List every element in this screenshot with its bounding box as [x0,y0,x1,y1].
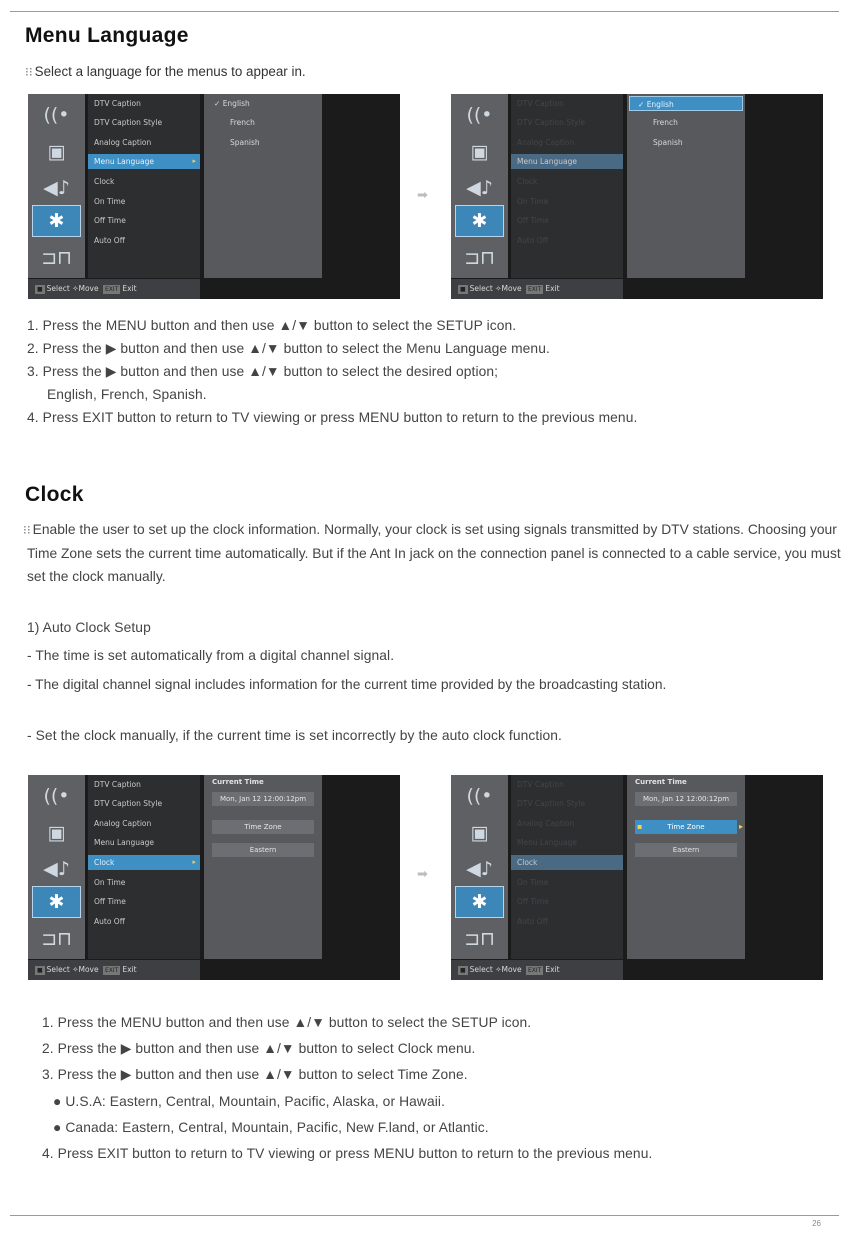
footer-move: Move [501,965,522,974]
setup-gear-icon[interactable]: ✱ [32,886,81,918]
check-icon: ✓ [638,100,645,109]
current-time-header: Current Time [635,778,687,786]
setup-gear-icon[interactable]: ✱ [455,205,504,237]
channel-icon[interactable]: ⊐⊓ [41,928,72,950]
section-title-menu-language: Menu Language [25,24,189,47]
submenu-column [627,94,745,278]
sound-icon[interactable]: ◀♪ [466,177,493,199]
section-intro-menu-language [25,64,306,79]
footer-select: Select [469,965,493,974]
current-time-value: Mon, Jan 12 12:00:12pm [212,792,314,806]
move-arrows-icon: ✧ [495,284,502,293]
menu-item-label: Menu Language [94,157,154,166]
option-label: English [646,100,674,109]
menu-column [511,94,623,278]
exit-key-icon: EXIT [528,967,542,974]
menu-screen-language-2 [451,94,823,299]
footer-exit: Exit [545,284,560,293]
menu-item-on-time[interactable]: On Time [517,197,549,206]
menu-item-on-time[interactable]: On Time [94,197,126,206]
icon-column [451,775,508,959]
language-option-french[interactable]: French [230,118,255,127]
step-3: 3. Press the ▶ button and then use ▲/▼ button to select the desired option; [27,364,499,379]
menu-column [88,94,200,278]
footer-select: Select [46,284,70,293]
antenna-icon[interactable]: ((• [466,785,493,807]
top-rule [10,11,839,12]
channel-icon[interactable]: ⊐⊓ [41,247,72,269]
menu-item-auto-off[interactable]: Auto Off [517,236,548,245]
menu-item-analog-caption[interactable]: Analog Caption [94,819,152,828]
menu-item-dtv-caption-style[interactable]: DTV Caption Style [517,799,586,808]
menu-item-dtv-caption[interactable]: DTV Caption [517,780,564,789]
menu-item-label: Clock [94,858,115,867]
clock-panel [627,775,745,959]
footer-move: Move [501,284,522,293]
menu-screen-clock-1 [28,775,400,980]
language-option-spanish[interactable]: Spanish [230,138,260,147]
sound-icon[interactable]: ◀♪ [466,858,493,880]
clock-option-usa: ● U.S.A: Eastern, Central, Mountain, Pacific, Alaska, or Hawaii. [53,1094,446,1109]
icon-column [451,94,508,278]
next-arrow-icon: ➡ [417,187,428,202]
arrow-right-icon: ▸ [192,157,196,165]
step-4: 4. Press EXIT button to return to TV viewing or press MENU button to return to the previous menu. [27,410,638,425]
footer-move: Move [78,284,99,293]
clock-option-canada: ● Canada: Eastern, Central, Mountain, Pacific, New F.land, or Atlantic. [53,1120,489,1135]
menu-item-dtv-caption-style[interactable]: DTV Caption Style [94,799,163,808]
select-key-icon: ■ [460,967,466,974]
menu-item-menu-language[interactable]: Menu Language [517,838,577,847]
picture-icon[interactable]: ▣ [470,141,489,163]
sound-icon[interactable]: ◀♪ [43,177,70,199]
footer-select: Select [469,284,493,293]
auto-clock-bullet-2: - The digital channel signal includes information for the current time provided by the broadcasting station. [27,677,667,692]
menu-item-analog-caption[interactable]: Analog Caption [517,138,575,147]
current-time-header: Current Time [212,778,264,786]
tip-icon: ⁝⁝ [23,523,31,537]
tip-icon: ⁝⁝ [25,65,33,79]
menu-item-menu-language[interactable] [88,154,200,169]
exit-key-icon: EXIT [105,286,119,293]
setup-gear-icon[interactable]: ✱ [32,205,81,237]
move-arrows-icon: ✧ [72,284,79,293]
next-arrow-icon: ➡ [417,866,428,881]
arrow-right-icon: ▸ [739,822,744,831]
menu-item-analog-caption[interactable]: Analog Caption [517,819,575,828]
menu-footer [451,279,623,299]
menu-item-menu-language[interactable]: Menu Language [511,154,623,169]
menu-item-off-time[interactable]: Off Time [94,897,126,906]
auto-clock-bullet-1: - The time is set automatically from a digital channel signal. [27,648,395,663]
section-intro-clock [23,518,845,588]
move-arrows-icon: ✧ [495,965,502,974]
menu-item-menu-language[interactable]: Menu Language [94,838,154,847]
left-marker-icon: ▪ [637,822,643,831]
menu-footer [451,960,623,980]
select-key-icon: ■ [37,286,43,293]
menu-item-off-time[interactable]: Off Time [517,216,549,225]
channel-icon[interactable]: ⊐⊓ [464,928,495,950]
menu-item-on-time[interactable]: On Time [517,878,549,887]
channel-icon[interactable]: ⊐⊓ [464,247,495,269]
section-title-clock: Clock [25,483,84,506]
step-1: 1. Press the MENU button and then use ▲/▼ button to select the SETUP icon. [27,318,517,333]
auto-clock-bullet-3: - Set the clock manually, if the current time is set incorrectly by the auto clock function. [27,728,562,743]
clock-panel [204,775,322,959]
menu-item-auto-off[interactable]: Auto Off [94,917,125,926]
picture-icon[interactable]: ▣ [470,822,489,844]
language-option-english[interactable] [629,96,743,111]
menu-item-off-time[interactable]: Off Time [517,897,549,906]
submenu-column [204,94,322,278]
intro-text: Enable the user to set up the clock information. Normally, your clock is set using signals transmitted by DTV stations. Choosing your Time Zone sets the current time automatically. But if the Ant In jack on the connection panel is connected to a cable service, you must set the clock manually. [27,522,841,584]
footer-exit: Exit [122,965,137,974]
step-3-options: English, French, Spanish. [47,387,207,402]
check-icon: ✓ [214,99,221,108]
footer-move: Move [78,965,99,974]
footer-exit: Exit [545,965,560,974]
menu-footer [28,279,200,299]
time-zone-field[interactable]: Time Zone [212,820,314,834]
time-zone-field[interactable]: Time Zone [635,820,737,834]
antenna-icon[interactable]: ((• [466,104,493,126]
menu-item-clock[interactable] [88,855,200,870]
exit-key-icon: EXIT [105,967,119,974]
menu-item-dtv-caption-style[interactable]: DTV Caption Style [94,118,163,127]
menu-item-auto-off[interactable]: Auto Off [517,917,548,926]
auto-clock-heading: 1) Auto Clock Setup [27,620,151,635]
select-key-icon: ■ [37,967,43,974]
exit-key-icon: EXIT [528,286,542,293]
setup-gear-icon[interactable]: ✱ [455,886,504,918]
menu-item-dtv-caption[interactable]: DTV Caption [94,780,141,789]
language-option-spanish[interactable]: Spanish [653,138,683,147]
current-time-value: Mon, Jan 12 12:00:12pm [635,792,737,806]
page-number: 26 [812,1219,821,1228]
menu-item-dtv-caption[interactable]: DTV Caption [517,99,564,108]
menu-item-clock[interactable]: Clock [517,177,538,186]
sound-icon[interactable]: ◀♪ [43,858,70,880]
select-key-icon: ■ [460,286,466,293]
menu-column [511,775,623,959]
clock-step-1: 1. Press the MENU button and then use ▲/▼ button to select the SETUP icon. [42,1015,532,1030]
menu-column [88,775,200,959]
menu-screen-clock-2 [451,775,823,980]
antenna-icon[interactable]: ((• [43,104,70,126]
language-option-french[interactable]: French [653,118,678,127]
step-2: 2. Press the ▶ button and then use ▲/▼ button to select the Menu Language menu. [27,341,550,356]
menu-item-analog-caption[interactable]: Analog Caption [94,138,152,147]
menu-footer [28,960,200,980]
menu-screen-language-1 [28,94,400,299]
menu-item-on-time[interactable]: On Time [94,878,126,887]
menu-item-clock[interactable]: Clock [94,177,115,186]
menu-item-auto-off[interactable]: Auto Off [94,236,125,245]
antenna-icon[interactable]: ((• [43,785,70,807]
option-label: English [222,99,250,108]
picture-icon[interactable]: ▣ [47,141,66,163]
time-zone-value[interactable]: Eastern [212,843,314,857]
icon-column [28,775,85,959]
clock-step-4: 4. Press EXIT button to return to TV viewing or press MENU button to return to the previous menu. [42,1146,653,1161]
picture-icon[interactable]: ▣ [47,822,66,844]
footer-exit: Exit [122,284,137,293]
footer-select: Select [46,965,70,974]
move-arrows-icon: ✧ [72,965,79,974]
menu-item-dtv-caption[interactable]: DTV Caption [94,99,141,108]
menu-item-off-time[interactable]: Off Time [94,216,126,225]
time-zone-value[interactable]: Eastern [635,843,737,857]
language-option-english[interactable] [206,96,320,111]
arrow-right-icon: ▸ [192,858,196,866]
menu-item-dtv-caption-style[interactable]: DTV Caption Style [517,118,586,127]
icon-column [28,94,85,278]
clock-step-3: 3. Press the ▶ button and then use ▲/▼ button to select Time Zone. [42,1067,468,1082]
intro-text: Select a language for the menus to appear in. [34,64,306,79]
bottom-rule [10,1215,839,1216]
clock-step-2: 2. Press the ▶ button and then use ▲/▼ button to select Clock menu. [42,1041,476,1056]
menu-item-clock[interactable]: Clock [511,855,623,870]
